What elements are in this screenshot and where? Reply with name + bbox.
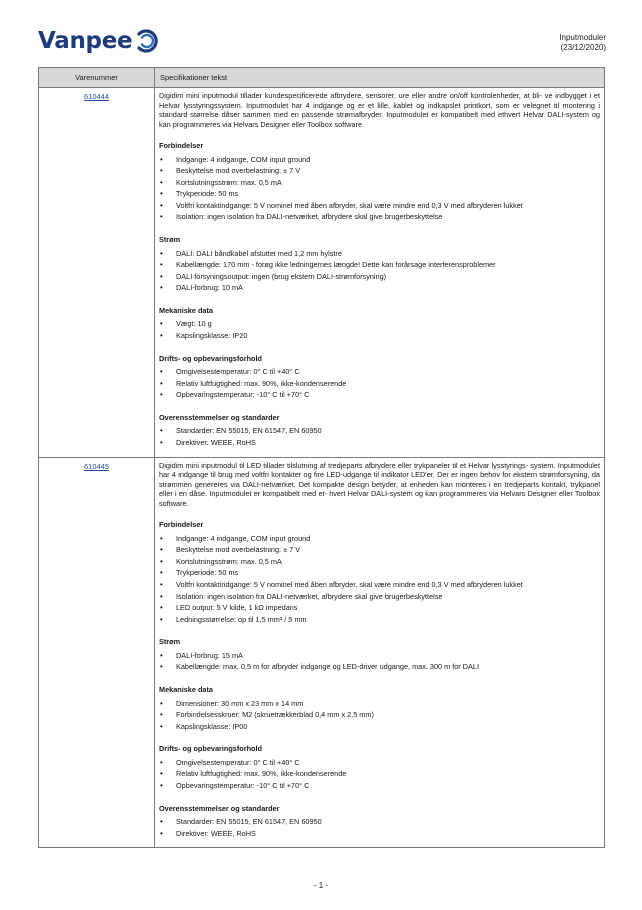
spec-section — [159, 744, 600, 791]
list-item: • Kapslingsklasse: IP00 — [159, 721, 600, 733]
list-item: • Kabellængde: max. 0,5 m for afbryder indgange og LED-driver udgange, max. 300 m for DALI — [159, 661, 600, 673]
spec-section — [159, 520, 600, 625]
list-item: • Dimensioner: 30 mm x 23 mm x 14 mm — [159, 698, 600, 710]
spec-list — [159, 248, 600, 294]
list-item: • Kapslingsklasse: IP20 — [159, 330, 600, 342]
list-item: • Isolation: ingen isolation fra DALI-netværket, afbrydere skal give brugerbeskyttelse — [159, 211, 600, 223]
list-item: • Kortslutningsstrøm: max. 0,5 mA — [159, 556, 600, 568]
list-item: • Direktiver: WEEE, RoHS — [159, 828, 600, 840]
section-title: Mekaniske data — [159, 305, 213, 315]
list-item: • Indgange: 4 indgange, COM input ground — [159, 154, 600, 166]
list-item: • Kabellængde: 170 mm - forøg ikke ledningernes længde! Dette kan forårsage interferensproblemer — [159, 259, 600, 271]
column-header-spec: Specifikationer tekst — [155, 68, 605, 88]
table-body — [39, 88, 605, 848]
spec-list — [159, 533, 600, 626]
document-title: Inputmoduler — [559, 33, 606, 42]
item-number-cell — [39, 457, 155, 848]
list-item: • Standarder: EN 55015, EN 61547, EN 60950 — [159, 425, 600, 437]
list-item: • Opbevaringstemperatur: -10° C til +70° C — [159, 780, 600, 792]
spec-section — [159, 637, 600, 673]
product-description: Digidim mini inputmodul tillader kundespecificerede afbrydere, sensorer, ure eller andre on/off kontrolenheder, at bli- ve indbygget i et Helvar lysstyringssystem. Inputmodulet har 4 indgange og er et lille, kablet og indkapslet printkort, som er velegnet til montering i standard størrelse dåser sammen med en passende strømafbryder. Inputmodulet er kompatibelt med ethvert Helvar DALI-system og kan programmeres via Helvars Designer eller Toolbox software. — [159, 91, 600, 129]
brand-name: Vanpee — [38, 28, 133, 54]
section-title: Strøm — [159, 235, 181, 245]
spec-section — [159, 685, 600, 732]
section-title: Mekaniske data — [159, 685, 213, 695]
list-item: • Beskyttelse mod overbelastning: ± 7 V — [159, 544, 600, 556]
list-item: • DALI-forbrug: 10 mA — [159, 282, 600, 294]
item-number-link[interactable]: 610444 — [83, 92, 110, 101]
brand-logo — [38, 22, 161, 60]
list-item: • DALI: DALI båndkabel afsluttet med 1,2 mm hylstre — [159, 248, 600, 260]
spec-list — [159, 650, 600, 673]
table-row — [39, 457, 605, 848]
spec-section — [159, 141, 600, 223]
spec-list — [159, 757, 600, 792]
section-title: Drifts- og opbevaringsforhold — [159, 744, 262, 754]
list-item: • DALI-forbrug: 15 mA — [159, 650, 600, 662]
list-item: • Trykperiode: 50 ms — [159, 188, 600, 200]
spec-list — [159, 698, 600, 733]
spec-list — [159, 366, 600, 401]
list-item: • Trykperiode: 50 ms — [159, 567, 600, 579]
list-item: • Ledningsstørrelse: op til 1,5 mm² / 5 mm — [159, 614, 600, 626]
spec-list — [159, 318, 600, 341]
list-item: • Omgivelsestemperatur: 0° C til +40° C — [159, 757, 600, 769]
spec-list — [159, 425, 600, 448]
document-date: (23/12/2020) — [560, 43, 606, 52]
list-item: • Direktiver: WEEE, RoHS — [159, 437, 600, 449]
section-title: Strøm — [159, 637, 181, 647]
list-item: • Vægt: 10 g — [159, 318, 600, 330]
list-item: • Standarder: EN 55015, EN 61547, EN 60950 — [159, 816, 600, 828]
column-header-number: Varenummer — [39, 68, 155, 88]
brand-swirl-icon — [133, 27, 161, 55]
list-item: • Relativ luftfugtighed: max. 90%, ikke-kondenserende — [159, 378, 600, 390]
document-header-info — [559, 33, 606, 53]
spec-section — [159, 235, 600, 294]
list-item: • Indgange: 4 indgange, COM input ground — [159, 533, 600, 545]
list-item: • Omgivelsestemperatur: 0° C til +40° C — [159, 366, 600, 378]
spec-section — [159, 804, 600, 840]
list-item: • Voltfri kontaktindgange: 5 V nominel med åben afbryder, skal være mindre end 0,3 V med afbryderen lukket — [159, 579, 600, 591]
product-description: Digidim mini inputmodul til LED tillader tilslutning af tredjeparts afbrydere eller trykpaneler til et Helvar lysstyrings- system. Inputmodulet har 4 indgange til brug med voltfri kontakter og fire LED-udgange til indikator LED'er. Der er ingen behov for ekstern strømforsyning, da strømmen genereres via DALI-netværket. Det kompakte design betyder, at enheden kan monteres i en tredjeparts kontakt, trykpanel eller i en dåse. Inputmodulet er kompatibelt med et- hvert Helvar DALI-system og kan programmeres via Helvars Designer eller Toolbox software. — [159, 460, 600, 508]
list-item: • DALI forsyningsoutput: ingen (brug ekstern DALI-strømforsyning) — [159, 271, 600, 283]
list-item: • Forbindelsesskruer: M2 (skruetrækkerblad 0,4 mm x 2,5 mm) — [159, 709, 600, 721]
spec-section — [159, 306, 600, 342]
item-number-link[interactable]: 610445 — [83, 461, 110, 471]
spec-section — [159, 354, 600, 401]
list-item: • Voltfri kontaktindgange: 5 V nominel med åben afbryder, skal være mindre end 0,3 V med afbryderen lukket — [159, 200, 600, 212]
specification-table — [38, 67, 605, 848]
list-item: • Relativ luftfugtighed: max. 90%, ikke-kondenserende — [159, 768, 600, 780]
list-item: • LED output: 5 V kilde, 1 kΩ impedans — [159, 602, 600, 614]
list-item: • Beskyttelse mod overbelastning: ± 7 V — [159, 165, 600, 177]
table-header-row — [39, 68, 605, 88]
section-title: Overensstemmelser og standarder — [159, 803, 280, 813]
list-item: • Kortslutningsstrøm: max. 0,5 mA — [159, 177, 600, 189]
list-item: • Isolation: ingen isolation fra DALI-netværket, afbrydere skal give brugerbeskyttelse — [159, 591, 600, 603]
table-row — [39, 88, 605, 458]
spec-section — [159, 413, 600, 449]
section-title: Forbindelser — [159, 141, 204, 150]
specification-cell — [155, 457, 605, 848]
list-item: • Opbevaringstemperatur: -10° C til +70° C — [159, 389, 600, 401]
spec-list — [159, 816, 600, 839]
item-number-cell — [39, 88, 155, 458]
page-number: - 1 - — [313, 881, 329, 890]
specification-cell — [155, 88, 605, 458]
section-title: Drifts- og opbevaringsforhold — [159, 353, 262, 363]
section-title: Forbindelser — [159, 520, 204, 530]
section-title: Overensstemmelser og standarder — [159, 412, 280, 422]
spec-list — [159, 154, 600, 224]
